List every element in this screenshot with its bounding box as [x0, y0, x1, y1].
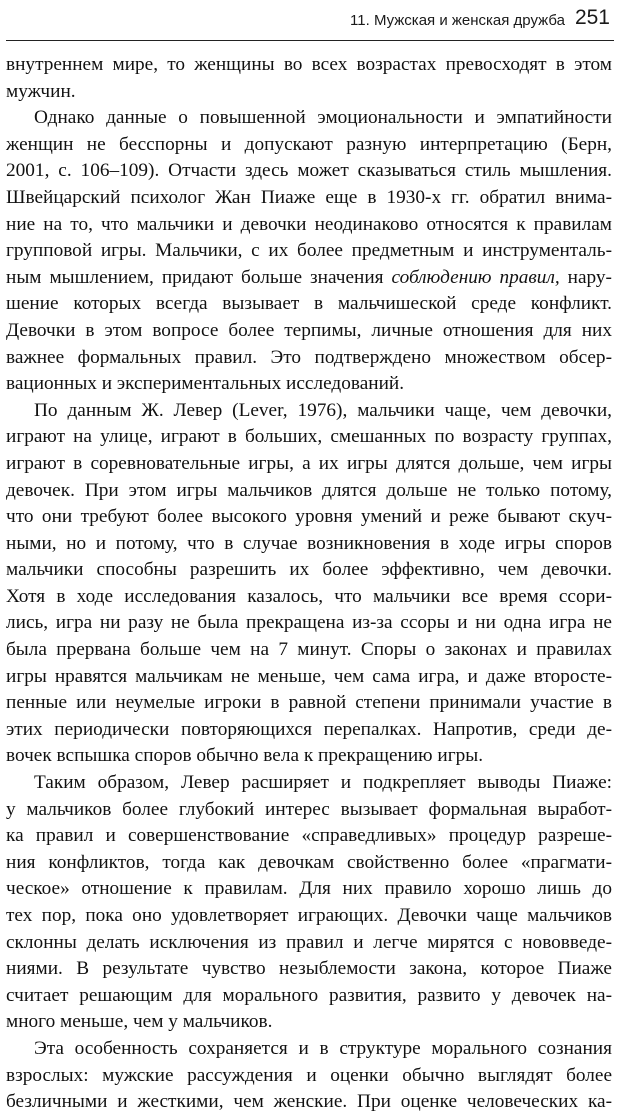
text-line: играют в соревновательные игры, а их игры длятся дольше, чем игры	[6, 452, 612, 474]
running-header	[0, 4, 620, 32]
text-line: мальчики способны разрешить их более эффективно, чем девочки.	[6, 559, 612, 581]
text-line: ческое» отношение к правилам. Для них правило хорошо лишь до	[6, 878, 612, 900]
text-line: безличными и жесткими, чем женские. При оценке человеческих ка-	[6, 1091, 612, 1113]
text-line: внутреннем мире, то женщины во всех возрастах превосходят в этом	[6, 54, 612, 75]
text-line: важнее формальных правил. Это подтверждено множеством обсер-	[6, 346, 612, 368]
text-line: много меньше, чем у мальчиков.	[6, 1011, 273, 1033]
text-line: ния конфликтов, тогда как девочкам свойственно более «прагмати-	[6, 851, 612, 873]
text-line: что они требуют более высокого уровня умений и реже бывают скуч-	[6, 506, 612, 528]
text-line: групповой игры. Мальчики, с их более предметным и инструменталь-	[6, 240, 612, 262]
header-rule	[6, 40, 614, 41]
text-line: Хотя в ходе исследования казалось, что мальчики все время ссори-	[6, 585, 612, 607]
text-line: взрослых: мужские рассуждения и оценки обычно выглядят более	[6, 1064, 612, 1086]
text-line: женщин не бесспорны и допускают разную интерпретацию (Берн,	[6, 133, 612, 155]
text-line: Швейцарский психолог Жан Пиаже еще в 1930-х гг. обратил внима-	[6, 186, 612, 208]
text-line: 2001, с. 106–109). Отчасти здесь может сказываться стиль мышления.	[6, 160, 612, 182]
text-line: игры нравятся мальчикам не меньше, чем сама игра, и даже второсте-	[6, 665, 612, 687]
text-line: Девочки в этом вопросе более терпимы, личные отношения для них	[6, 319, 612, 341]
text-line: шение которых всегда вызывает в мальчишеской среде конфликт.	[6, 293, 612, 315]
text-line: была прервана больше чем на 7 минут. Споры о законах и правилах	[6, 639, 612, 661]
text-line: ными, но и потому, что в случае возникновения в ходе игры споров	[6, 532, 612, 554]
text-line: этих периодически повторяющихся перепалках. Напротив, среди де-	[6, 718, 612, 740]
text-line: склонны делать исключения из правил и легче мирятся с нововведе-	[6, 931, 612, 953]
text-line: Эта особенность сохраняется и в структуре морального сознания	[34, 1037, 612, 1059]
body-text	[6, 52, 612, 1116]
text-line: считает решающим для морального развития, развито у девочек на-	[6, 984, 612, 1006]
text-line: Однако данные о повышенной эмоциональности и эмпатийности	[34, 107, 612, 129]
text-line: у мальчиков более глубокий интерес вызывает формальная выработ-	[6, 798, 612, 820]
text-line: лись, игра ни разу не была прекращена из-за ссоры и ни одна игра не	[6, 612, 612, 634]
text-line: играют на улице, играют в больших, смешанных по возрасту группах,	[6, 426, 612, 448]
text-line: пенные или неумелые игроки в равной степени принимали участие в	[6, 692, 612, 714]
text-line: По данным Ж. Левер (Lever, 1976), мальчики чаще, чем девочки,	[34, 399, 612, 421]
text-line: Таким образом, Левер расширяет и подкрепляет выводы Пиаже:	[34, 772, 612, 794]
text-line: вационных и экспериментальных исследований.	[6, 373, 405, 395]
chapter-title: 11. Мужская и женская дружба	[350, 11, 565, 29]
text-line: ниями. В результате чувство незыблемости закона, которое Пиаже	[6, 958, 612, 980]
text-line: мужчин.	[6, 80, 76, 102]
text-line: ка правил и совершенствование «справедливых» процедур разреше-	[6, 825, 612, 847]
text-line: ние на то, что мальчики и девочки неодинаково относятся к правилам	[6, 213, 612, 235]
page-number: 251	[574, 6, 610, 29]
text-line: девочек. При этом игры мальчиков длятся дольше не только потому,	[6, 479, 612, 501]
text-line: вочек вспышка споров обычно вела к прекращению игры.	[6, 745, 484, 767]
text-line: ным мышлением, придают больше значения соблюдению правил, нару-	[6, 266, 612, 288]
text-line: тех пор, пока оно удовлетворяет играющих. Девочки чаще мальчиков	[6, 905, 612, 926]
